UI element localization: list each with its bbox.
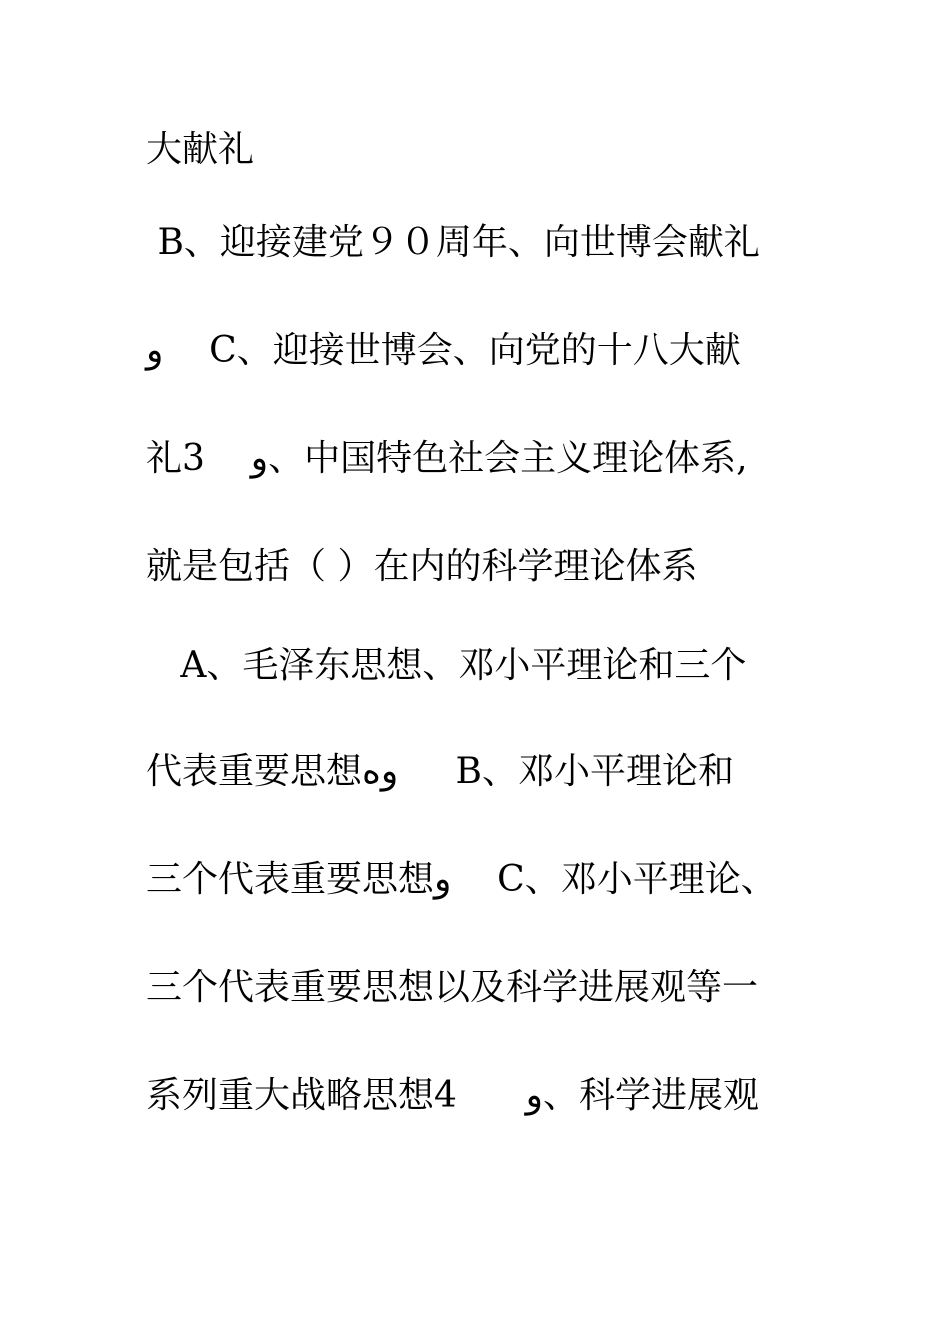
text-line-5: 就是包括（ ）在内的科学理论体系 — [146, 546, 698, 587]
text-line-8: 三个代表重要思想و C、邓小平理论、 — [146, 859, 777, 900]
text-line-10: 系列重大战略思想4 و、科学进展观 — [146, 1075, 759, 1116]
text-line-9: 三个代表重要思想以及科学进展观等一 — [146, 967, 759, 1008]
text-line-7: 代表重要思想وه B、邓小平理论和 — [146, 751, 734, 792]
text-line-1: 大献礼 — [146, 129, 255, 170]
text-line-4: 礼3 و、中国特色社会主义理论体系, — [146, 438, 748, 479]
text-line-6: A、毛泽东思想、邓小平理论和三个 — [146, 645, 747, 686]
text-line-3: و C、迎接世博会、向党的十八大献 — [146, 330, 741, 371]
text-line-2: B、迎接建党９０周年、向世博会献礼 — [146, 222, 760, 263]
